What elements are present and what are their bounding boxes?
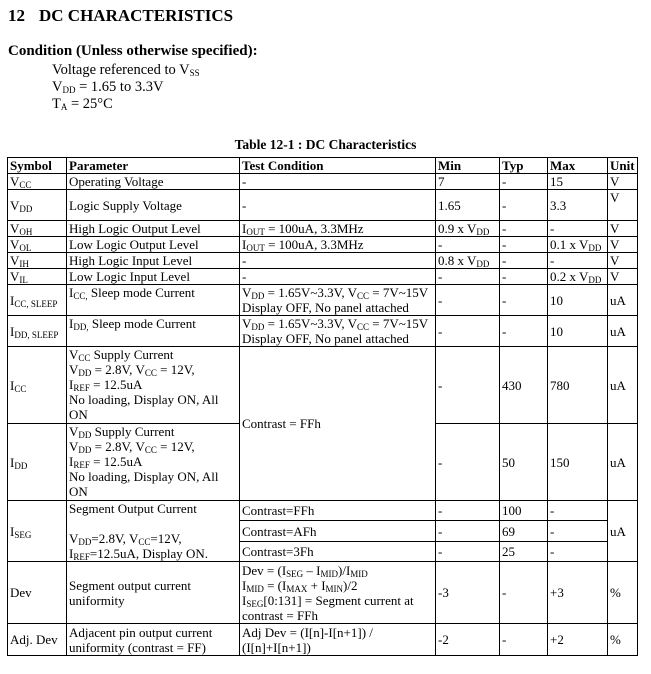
cell-max: - bbox=[548, 253, 608, 269]
cell-test-condition: - bbox=[240, 253, 436, 269]
section-title: DC CHARACTERISTICS bbox=[39, 6, 234, 25]
cell-parameter: $I_{DD,}$ Sleep mode Current bbox=[67, 316, 240, 347]
cell-parameter: Operating Voltage bbox=[67, 174, 240, 190]
cell-max: 15 bbox=[548, 174, 608, 190]
cell-symbol: $V_{OL}$ bbox=[8, 237, 67, 253]
cell-symbol: $V_{OH}$ bbox=[8, 221, 67, 237]
table-row bbox=[8, 221, 638, 237]
cell-test-condition: Contrast=3Fh bbox=[240, 542, 436, 562]
cell-symbol: $I_{SEG}$ bbox=[8, 501, 67, 562]
table-caption: Table 12-1 : DC Characteristics bbox=[234, 137, 417, 152]
cell-unit: uA bbox=[608, 347, 638, 424]
table-row bbox=[8, 269, 638, 285]
cell-symbol: $V_{IH}$ bbox=[8, 253, 67, 269]
cell-unit: % bbox=[608, 624, 638, 656]
cell-typ: - bbox=[500, 221, 548, 237]
cell-symbol: $V_{IL}$ bbox=[8, 269, 67, 285]
cell-max: - bbox=[548, 221, 608, 237]
cell-symbol: $I_{DD, SLEEP}$ bbox=[8, 316, 67, 347]
table-row bbox=[8, 316, 638, 347]
cell-symbol: $V_{DD}$ bbox=[8, 190, 67, 221]
cell-symbol: $I_{DD}$ bbox=[8, 424, 67, 501]
cell-min: - bbox=[436, 521, 500, 542]
cell-min: - bbox=[436, 237, 500, 253]
cell-parameter: High Logic Output Level bbox=[67, 221, 240, 237]
section-heading bbox=[8, 6, 233, 26]
cell-typ: - bbox=[500, 253, 548, 269]
cell-test-condition: - bbox=[240, 174, 436, 190]
cell-parameter: $V_{DD}$ Supply Current $V_{DD} = 2.8V$, $V_{CC} = 12V$, $I_{REF} = 12.5uA$ No loading, Display ON, All ON bbox=[67, 424, 240, 501]
cell-unit: V bbox=[608, 237, 638, 253]
cell-parameter: High Logic Input Level bbox=[67, 253, 240, 269]
header-test-condition: Test Condition bbox=[240, 158, 436, 174]
header-max: Max bbox=[548, 158, 608, 174]
cell-parameter: $V_{CC}$ Supply Current $V_{DD} = 2.8V$, $V_{CC} = 12V$, $I_{REF} = 12.5uA$ No loading, Display ON, All ON bbox=[67, 347, 240, 424]
cell-unit: uA bbox=[608, 501, 638, 562]
condition-line-ta: $T_A = 25^\circ C$ bbox=[52, 96, 113, 112]
cell-typ: 100 bbox=[500, 501, 548, 521]
condition-line-reference: Voltage referenced to $V_{SS}$ bbox=[52, 62, 200, 78]
header-min: Min bbox=[436, 158, 500, 174]
cell-max: - bbox=[548, 501, 608, 521]
cell-max: 3.3 bbox=[548, 190, 608, 221]
header-symbol: Symbol bbox=[8, 158, 67, 174]
cell-min: -2 bbox=[436, 624, 500, 656]
cell-test-condition: - bbox=[240, 269, 436, 285]
cell-typ: 25 bbox=[500, 542, 548, 562]
cell-min: 0.8 x $V_{DD}$ bbox=[436, 253, 500, 269]
cell-typ: 50 bbox=[500, 424, 548, 501]
cell-typ: - bbox=[500, 316, 548, 347]
cell-min: 0.9 x $V_{DD}$ bbox=[436, 221, 500, 237]
cell-min: - bbox=[436, 501, 500, 521]
cell-symbol: Adj. Dev bbox=[8, 624, 67, 656]
cell-typ: - bbox=[500, 624, 548, 656]
condition-heading: Condition (Unless otherwise specified): bbox=[8, 43, 258, 59]
cell-min: - bbox=[436, 316, 500, 347]
table-row bbox=[8, 190, 638, 221]
cell-min: -3 bbox=[436, 562, 500, 624]
cell-symbol: $V_{CC}$ bbox=[8, 174, 67, 190]
table-row bbox=[8, 285, 638, 316]
cell-min: - bbox=[436, 269, 500, 285]
table-row bbox=[8, 174, 638, 190]
cell-symbol: $I_{CC}$ bbox=[8, 347, 67, 424]
cell-max: - bbox=[548, 542, 608, 562]
cell-max: 0.2 x $V_{DD}$ bbox=[548, 269, 608, 285]
cell-unit: V bbox=[608, 221, 638, 237]
cell-min: - bbox=[436, 424, 500, 501]
header-unit: Unit bbox=[608, 158, 638, 174]
table-row bbox=[8, 624, 638, 656]
cell-min: - bbox=[436, 285, 500, 316]
cell-unit: uA bbox=[608, 424, 638, 501]
cell-test-condition: $V_{DD}$ = 1.65V~3.3V, $V_{CC}$ = 7V~15V Display OFF, No panel attached bbox=[240, 316, 436, 347]
cell-unit: uA bbox=[608, 285, 638, 316]
dc-characteristics-table bbox=[7, 157, 638, 656]
cell-unit: % bbox=[608, 562, 638, 624]
cell-min: 1.65 bbox=[436, 190, 500, 221]
table-header-row bbox=[8, 158, 638, 174]
cell-max: 0.1 x $V_{DD}$ bbox=[548, 237, 608, 253]
cell-typ: 430 bbox=[500, 347, 548, 424]
cell-min: - bbox=[436, 542, 500, 562]
cell-typ: - bbox=[500, 190, 548, 221]
cell-max: +2 bbox=[548, 624, 608, 656]
cell-test-condition: Contrast=FFh bbox=[240, 501, 436, 521]
cell-max: 150 bbox=[548, 424, 608, 501]
cell-typ: - bbox=[500, 237, 548, 253]
table-row bbox=[8, 237, 638, 253]
cell-unit: uA bbox=[608, 316, 638, 347]
cell-test-condition: Contrast=AFh bbox=[240, 521, 436, 542]
cell-max: 10 bbox=[548, 285, 608, 316]
cell-unit: V bbox=[608, 190, 638, 221]
cell-unit: V bbox=[608, 174, 638, 190]
table-row bbox=[8, 347, 638, 424]
cell-max: 780 bbox=[548, 347, 608, 424]
cell-parameter: Segment output current uniformity bbox=[67, 562, 240, 624]
cell-symbol: Dev bbox=[8, 562, 67, 624]
cell-min: - bbox=[436, 347, 500, 424]
table-row bbox=[8, 253, 638, 269]
table-row bbox=[8, 562, 638, 624]
cell-test-condition: Dev = $(I_{SEG} - I_{MID})/I_{MID}$ $I_{MID} = (I_{MAX} + I_{MIN})/2$ $I_{SEG}[0:131]$ = Segment current at contrast = FFh bbox=[240, 562, 436, 624]
cell-test-condition: Contrast = FFh bbox=[240, 347, 436, 501]
cell-unit: V bbox=[608, 269, 638, 285]
cell-parameter: Low Logic Output Level bbox=[67, 237, 240, 253]
section-number: 12 bbox=[8, 6, 25, 25]
cell-typ: - bbox=[500, 174, 548, 190]
cell-parameter: Logic Supply Voltage bbox=[67, 190, 240, 221]
cell-max: +3 bbox=[548, 562, 608, 624]
cell-parameter: Segment Output Current $V_{DD}=2.8V$, $V_{CC}=12V$, $I_{REF}=12.5uA$, Display ON. bbox=[67, 501, 240, 562]
header-parameter: Parameter bbox=[67, 158, 240, 174]
cell-typ: - bbox=[500, 269, 548, 285]
cell-parameter: Adjacent pin output current uniformity (contrast = FF) bbox=[67, 624, 240, 656]
cell-max: 10 bbox=[548, 316, 608, 347]
cell-min: 7 bbox=[436, 174, 500, 190]
cell-test-condition: $I_{OUT} = 100uA$, 3.3MHz bbox=[240, 237, 436, 253]
table-row bbox=[8, 501, 638, 521]
cell-test-condition: $V_{DD}$ = 1.65V~3.3V, $V_{CC}$ = 7V~15V Display OFF, No panel attached bbox=[240, 285, 436, 316]
cell-typ: 69 bbox=[500, 521, 548, 542]
cell-typ: - bbox=[500, 562, 548, 624]
header-typ: Typ bbox=[500, 158, 548, 174]
cell-typ: - bbox=[500, 285, 548, 316]
cell-test-condition: Adj Dev = (I[n]-I[n+1]) / (I[n]+I[n+1]) bbox=[240, 624, 436, 656]
cell-unit: V bbox=[608, 253, 638, 269]
cell-parameter: Low Logic Input Level bbox=[67, 269, 240, 285]
cell-max: - bbox=[548, 521, 608, 542]
cell-test-condition: - bbox=[240, 190, 436, 221]
cell-symbol: $I_{CC, SLEEP}$ bbox=[8, 285, 67, 316]
cell-test-condition: $I_{OUT} = 100uA$, 3.3MHz bbox=[240, 221, 436, 237]
cell-parameter: $I_{CC,}$ Sleep mode Current bbox=[67, 285, 240, 316]
condition-line-vdd: $V_{DD} = 1.65$ to 3.3V bbox=[52, 79, 164, 95]
